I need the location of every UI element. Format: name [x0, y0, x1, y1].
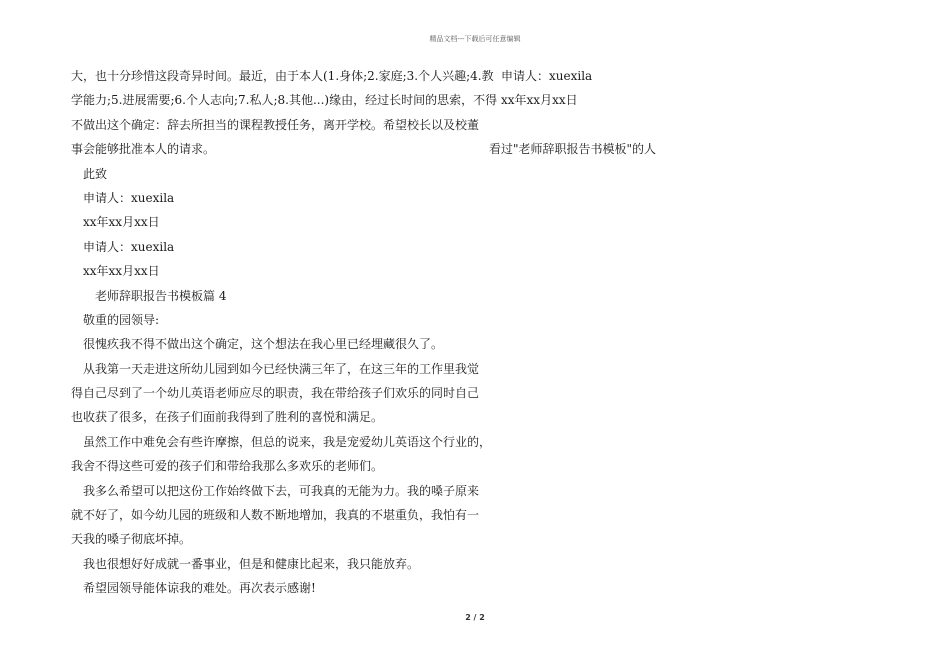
text-line: 就不好了，如今幼儿园的班级和人数不断地增加，我真的不堪重负，我怕有一 [71, 508, 480, 523]
text-line: 不做出这个确定：辞去所担当的课程教授任务，离开学校。希望校长以及校董 [71, 117, 480, 132]
paragraph [71, 479, 480, 552]
signature-date: xx年xx月xx日 [83, 215, 160, 230]
paragraph: 我也很想好好成就一番事业，但是和健康比起来，我只能放弃。 [83, 556, 420, 571]
left-column [71, 64, 498, 601]
closing-text: 此致 [83, 166, 108, 181]
text-line: 学能力;5.进展需要;6.个人志向;7.私人;8.其他...)缘由，经过长时间的思索，不得 [71, 93, 498, 108]
text-line: 我舍不得这些可爱的孩子们和带给我那么多欢乐的老师们。 [71, 459, 384, 474]
paragraph [71, 357, 480, 430]
right-column [489, 64, 689, 162]
paragraph-reasons [71, 64, 498, 162]
page-number: 2 / 2 [465, 613, 485, 622]
applicant-signature: 申请人：xuexila [83, 239, 175, 254]
paragraph: 很愧疚我不得不做出这个确定，这个想法在我心里已经埋藏很久了。 [83, 337, 444, 352]
applicant-signature: 申请人：xuexila [83, 190, 175, 205]
signature-date: xx年xx月xx日 [83, 264, 160, 279]
paragraph: 希望园领导能体谅我的难处。再次表示感谢! [83, 581, 316, 596]
salutation: 敬重的园领导: [83, 312, 160, 327]
signature-date: xx年xx月xx日 [501, 93, 578, 108]
related-readers-heading: 看过"老师辞职报告书模板"的人 [489, 142, 657, 157]
text-line: 天我的嗓子彻底坏掉。 [71, 532, 192, 547]
text-line: 从我第一天走进这所幼儿园到如今已经快满三年了，在这三年的工作里我觉 [83, 361, 480, 376]
text-line: 虽然工作中难免会有些许摩擦，但总的说来，我是宠爱幼儿英语这个行业的， [83, 434, 492, 449]
spacer [489, 113, 689, 137]
text-line: 也收获了很多，在孩子们面前我得到了胜利的喜悦和满足。 [71, 410, 384, 425]
text-line: 得自己尽到了一个幼儿英语老师应尽的职责，我在带给孩子们欢乐的同时自己 [71, 386, 480, 401]
applicant-signature: 申请人：xuexila [501, 69, 593, 83]
text-line: 大，也十分珍惜这段奇异时间。最近，由于本人(1.身体;2.家庭;3.个人兴趣;4.教 [71, 69, 494, 83]
text-line: 我多么希望可以把这份工作始终做下去，可我真的无能为力。我的嗓子原来 [83, 483, 480, 498]
section-title: 老师辞职报告书模板篇 4 [95, 288, 227, 303]
page-header: 精品文档---下载后可任意编辑 [429, 35, 521, 43]
text-line: 事会能够批准本人的请求。 [71, 142, 216, 157]
paragraph [71, 430, 492, 479]
